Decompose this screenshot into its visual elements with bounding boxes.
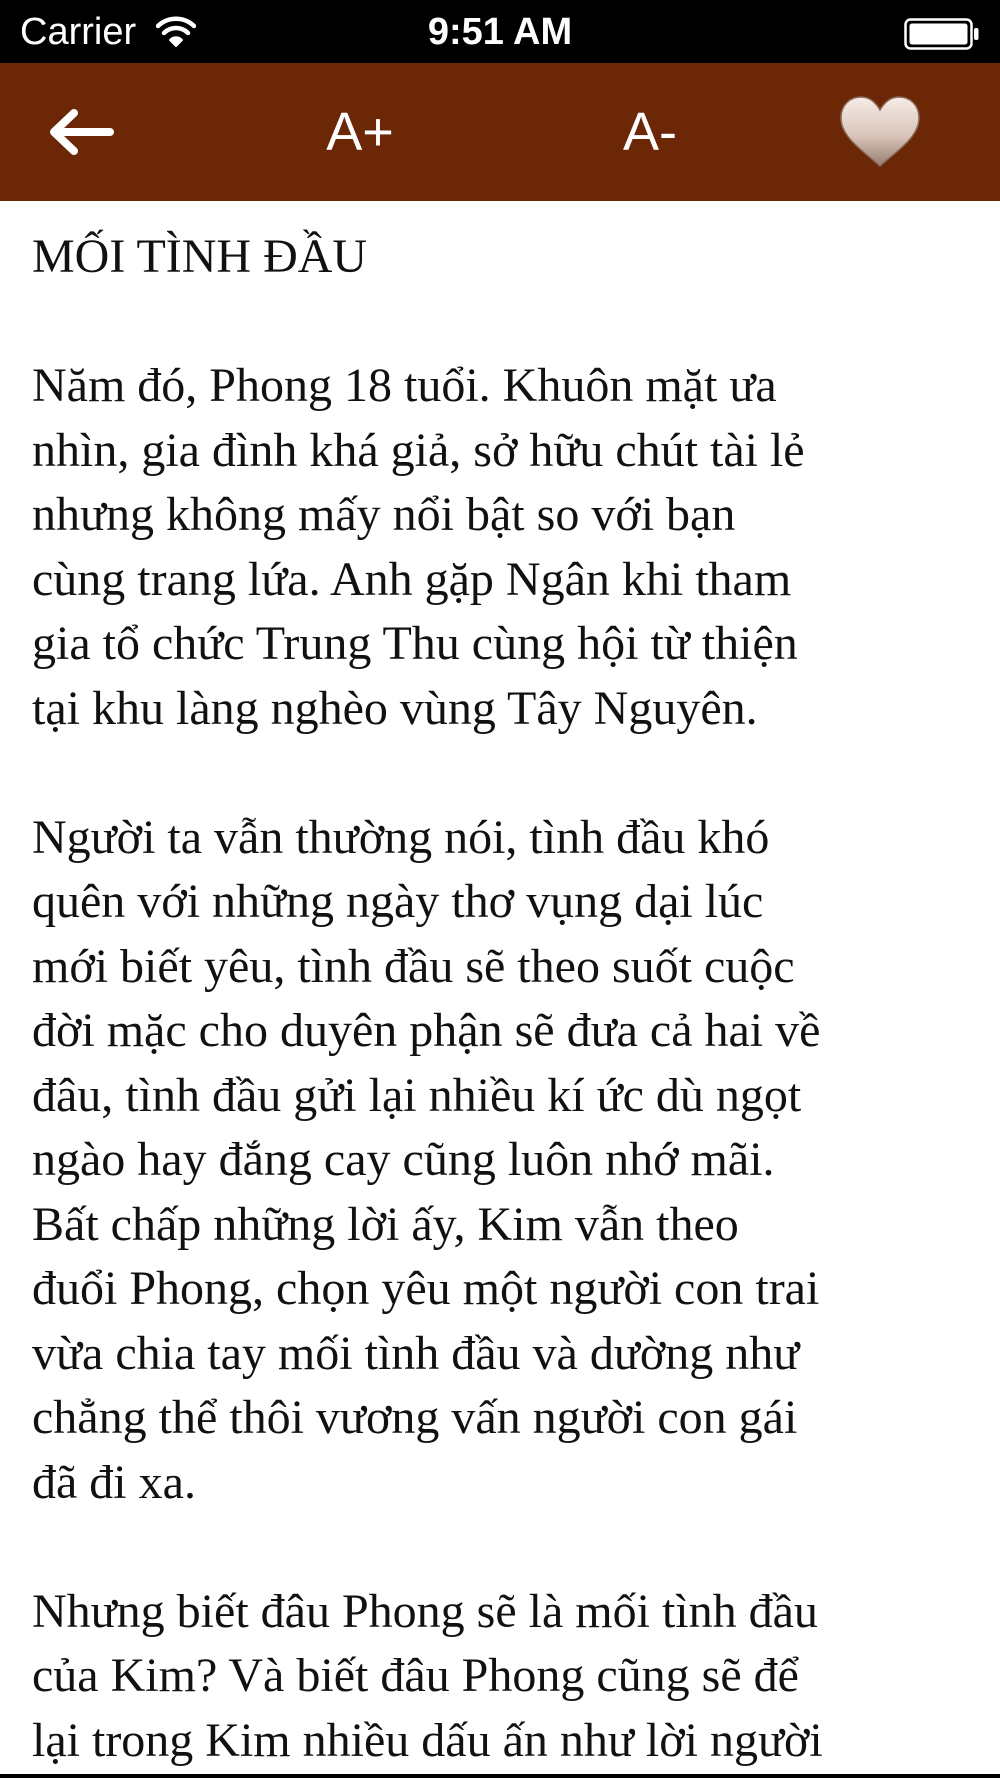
decrease-font-button[interactable]: A- <box>623 102 677 162</box>
back-button[interactable] <box>36 63 126 201</box>
carrier-label: Carrier <box>20 11 137 53</box>
article-content <box>32 201 982 1774</box>
article-paragraph: Người ta vẫn thường nói, tình đầu khó quên với những ngày thơ vụng dại lúc mới biết yêu, tình đầu sẽ theo suốt cuộc đời mặc cho duyên phận sẽ đưa cả hai về đâu, tình đầu gửi lại nhiều kí ức dù ngọt ngào hay đắng cay cũng luôn nhớ mãi. Bất chấp những lời ấy, Kim vẫn theo đuổi Phong, chọn yêu một người con trai vừa chia tay mối tình đầu và dường như chẳng thể thôi vương vấn người con gái đã đi xa. <box>32 810 821 1509</box>
reader-toolbar <box>0 63 1000 201</box>
arrow-left-icon <box>48 109 114 155</box>
increase-font-button[interactable]: A+ <box>326 102 394 162</box>
article-paragraph: Năm đó, Phong 18 tuổi. Khuôn mặt ưa nhìn, gia đình khá giả, sở hữu chút tài lẻ nhưng không mấy nổi bật so với bạn cùng trang lứa. Anh gặp Ngân khi tham gia tổ chức Trung Thu cùng hội từ thiện tại khu làng nghèo vùng Tây Nguyên. <box>32 359 805 735</box>
battery-icon <box>904 18 980 50</box>
paragraph-spacer <box>32 741 982 806</box>
article-title: MỐI TÌNH ĐẦU <box>32 230 368 283</box>
article-paragraph: Nhưng biết đâu Phong sẽ là mối tình đầu của Kim? Và biết đâu Phong cũng sẽ để lại trong Kim nhiều dấu ấn như lời người <box>32 1584 823 1767</box>
paragraph-spacer <box>32 290 982 355</box>
heart-icon <box>837 94 923 170</box>
favorite-button[interactable] <box>830 63 930 201</box>
status-bar <box>0 0 1000 63</box>
paragraph-spacer <box>32 1515 982 1580</box>
bottom-divider <box>0 1774 1000 1778</box>
status-time: 9:51 AM <box>427 11 573 53</box>
